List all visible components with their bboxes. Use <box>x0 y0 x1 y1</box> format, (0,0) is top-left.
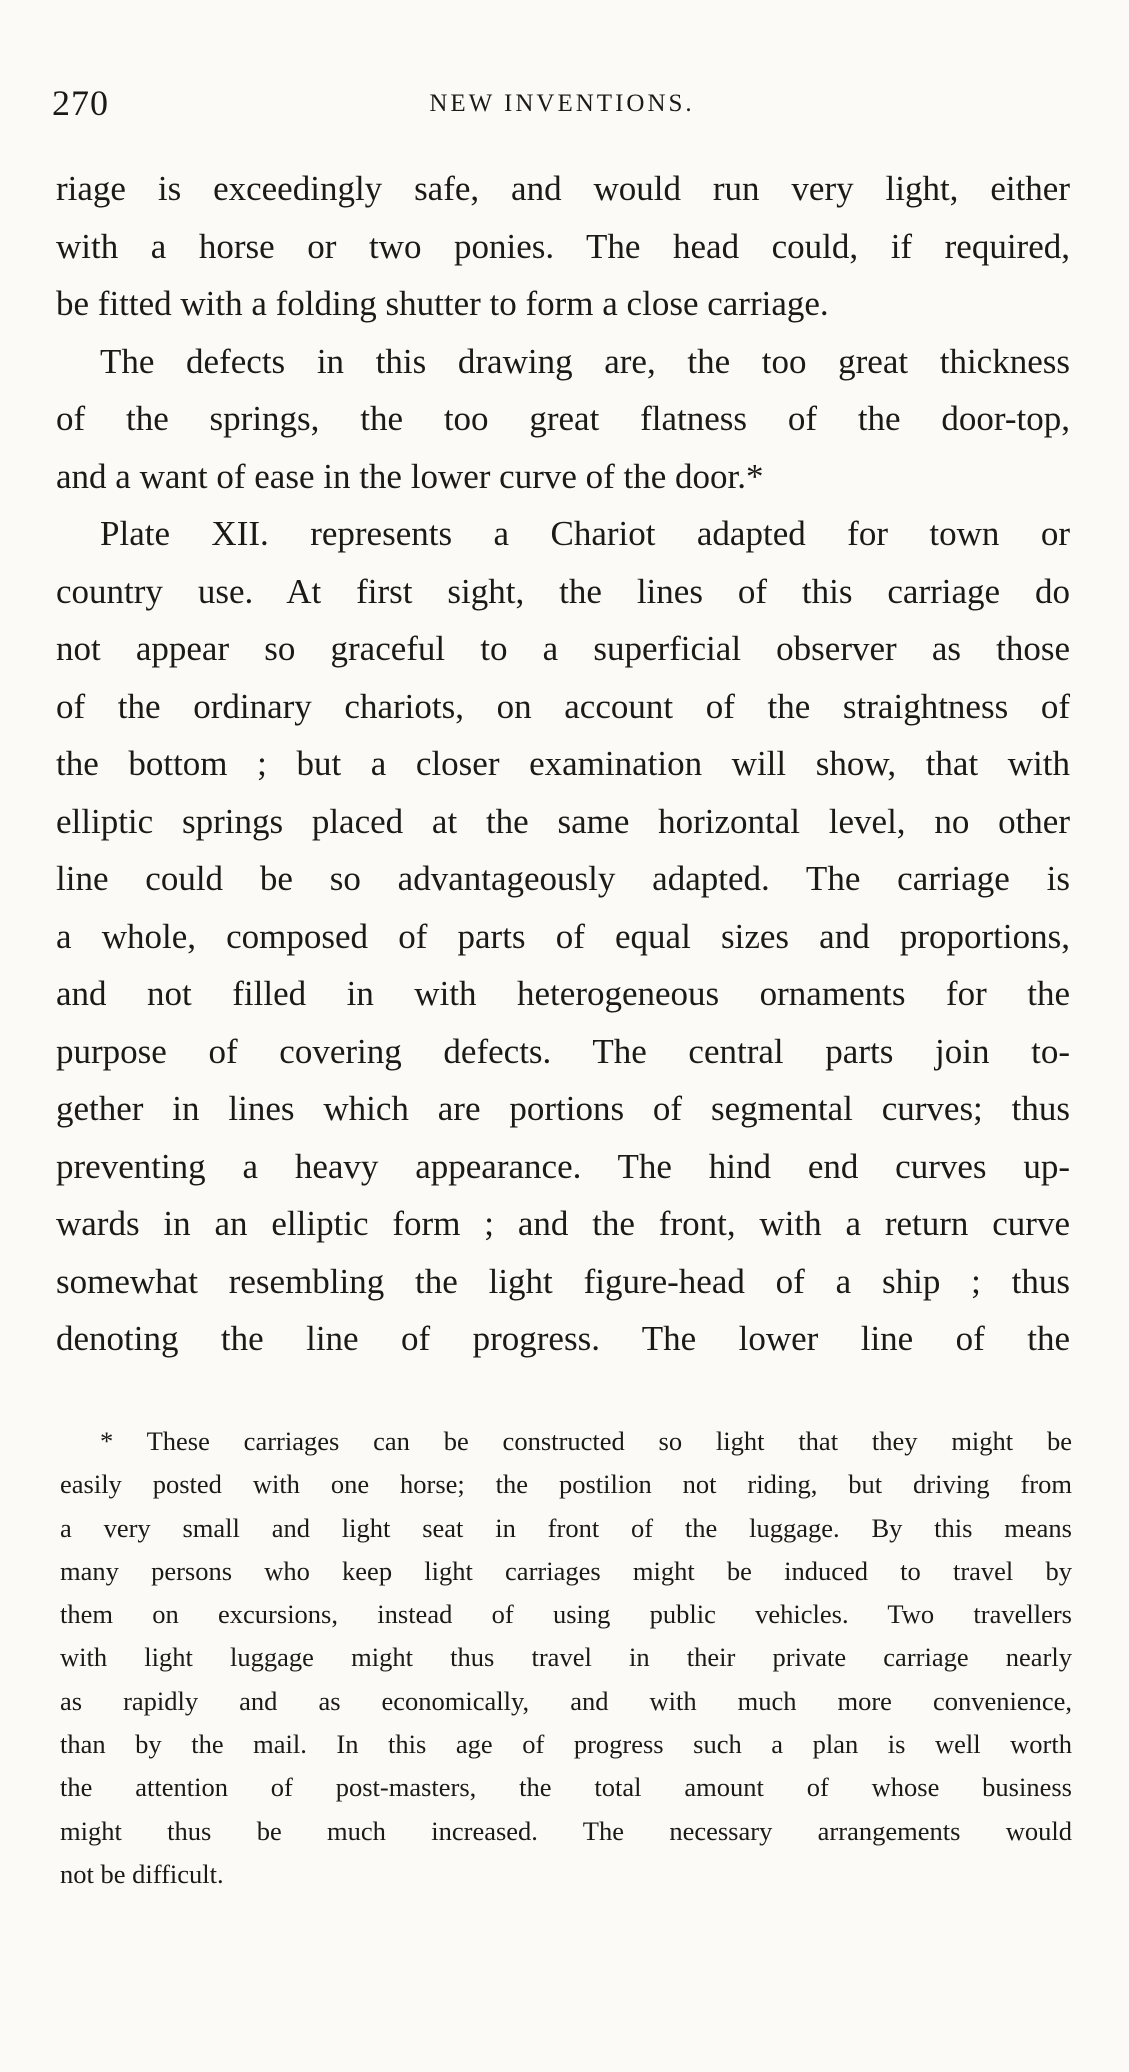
footnote-line: them on excursions, instead of using public vehicles. Two travellers <box>60 1599 1072 1630</box>
body-line: be fitted with a folding shutter to form a close carriage. <box>56 284 829 323</box>
footnote-line: the attention of post-masters, the total amount of whose business <box>60 1772 1072 1803</box>
body-line: riage is exceedingly safe, and would run very light, either <box>56 169 1070 208</box>
body-line: preventing a heavy appearance. The hind end curves up- <box>56 1146 1070 1186</box>
body-line: a whole, composed of parts of equal sizes and proportions, <box>56 916 1070 956</box>
body-line: and a want of ease in the lower curve of the door.* <box>56 456 764 496</box>
body-line: The defects in this drawing are, the too great thickness <box>100 341 1070 381</box>
footnote <box>60 1420 1072 1896</box>
body-line: Plate XII. represents a Chariot adapted for town or <box>100 514 1070 553</box>
body-line: gether in lines which are portions of segmental curves; thus <box>56 1089 1070 1128</box>
footnote-line: than by the mail. In this age of progress such a plan is well worth <box>60 1729 1072 1760</box>
footnote-line: as rapidly and as economically, and with much more convenience, <box>60 1685 1072 1716</box>
body-line: not appear so graceful to a superficial observer as those <box>56 629 1070 668</box>
body-text <box>56 160 1070 1368</box>
footnote-line: a very small and light seat in front of the luggage. By this means <box>60 1512 1072 1543</box>
body-line: and not filled in with heterogeneous ornaments for the <box>56 974 1070 1013</box>
body-line: elliptic springs placed at the same horizontal level, no other <box>56 801 1070 841</box>
running-title: NEW INVENTIONS. <box>429 90 695 117</box>
footnote-line: with light luggage might thus travel in their private carriage nearly <box>60 1642 1072 1673</box>
body-line: the bottom ; but a closer examination will show, that with <box>56 744 1070 783</box>
footnote-line: might thus be much increased. The necessary arrangements would <box>60 1815 1072 1846</box>
footnote-line: not be difficult. <box>60 1858 224 1889</box>
footnote-line: * These carriages can be constructed so light that they might be <box>100 1426 1072 1456</box>
body-line: with a horse or two ponies. The head could, if required, <box>56 226 1070 266</box>
page-number: 270 <box>52 83 109 123</box>
body-line: of the springs, the too great flatness of the door-top, <box>56 399 1070 438</box>
body-line: purpose of covering defects. The central parts join to- <box>56 1031 1070 1071</box>
body-line: line could be so advantageously adapted. The carriage is <box>56 859 1070 898</box>
body-line: wards in an elliptic form ; and the front, with a return curve <box>56 1204 1070 1243</box>
body-line: country use. At first sight, the lines of this carriage do <box>56 571 1070 611</box>
footnote-line: many persons who keep light carriages might be induced to travel by <box>60 1555 1072 1586</box>
footnote-line: easily posted with one horse; the postilion not riding, but driving from <box>60 1469 1072 1500</box>
body-line: denoting the line of progress. The lower line of the <box>56 1319 1070 1358</box>
running-head <box>52 82 1072 132</box>
body-line: of the ordinary chariots, on account of the straightness of <box>56 686 1070 726</box>
body-line: somewhat resembling the light figure-head of a ship ; thus <box>56 1261 1070 1301</box>
